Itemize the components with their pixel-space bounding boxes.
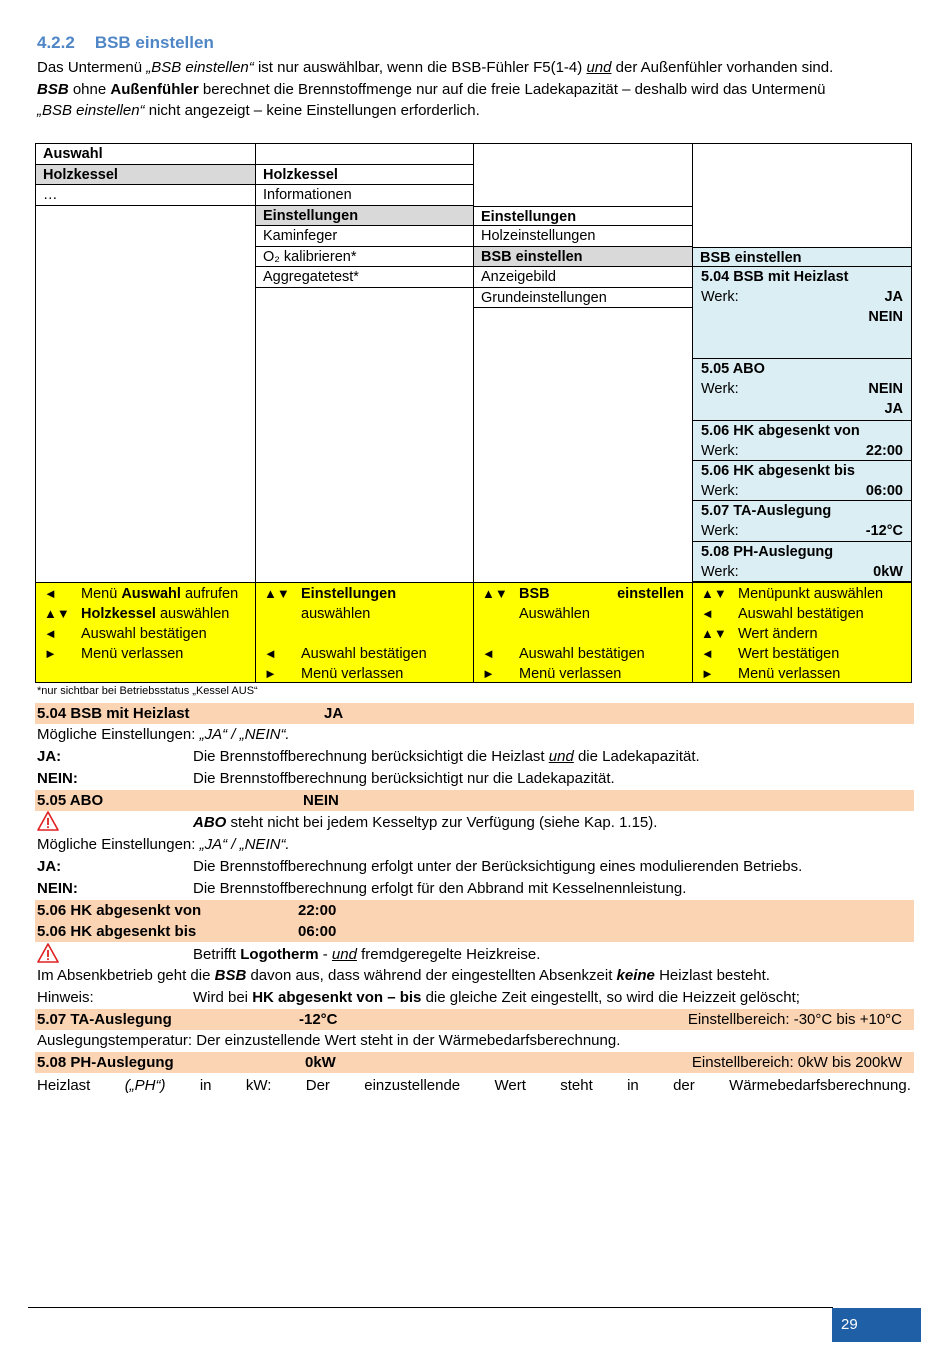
menu-spacer: [256, 144, 473, 165]
menu-column-1: [36, 144, 255, 584]
menu-column-3: [473, 144, 692, 584]
menu-item-holzeinstellungen: Holzeinstellungen: [474, 226, 692, 247]
warning-text-505: ABO steht nicht bei jedem Kesseltyp zur Verfügung (siehe Kap. 1.15).: [193, 814, 658, 831]
page-number: 29: [832, 1308, 921, 1342]
nav-help-col-2: ▲▼ Einstellungen auswählen ◄ Auswahl bestätigen ► Menü verlassen: [255, 583, 473, 683]
nav-help-col-1: ◄ Menü Auswahl aufrufen ▲▼ Holzkessel auswählen ◄ Auswahl bestätigen ► Menü verlassen: [44, 586, 239, 662]
param-header-504: 5.04 BSB mit Heizlast JA: [35, 703, 914, 724]
param-panel-507: 5.07 TA-Auslegung Werk: -12°C: [693, 501, 911, 542]
menu-column-2: [255, 144, 473, 584]
desc-nein-504: Die Brennstoffberechnung berücksichtigt nur die Ladekapazität.: [193, 770, 615, 787]
menu-column-4: [692, 144, 911, 584]
param-header-505: 5.05 ABO NEIN: [35, 790, 914, 811]
menu-item-bsb-einstellen: BSB einstellen: [693, 247, 911, 268]
options-504: Mögliche Einstellungen: „JA“ / „NEIN“.: [37, 726, 290, 743]
menu-item-grundeinstellungen: Grundeinstellungen: [474, 288, 692, 309]
intro-text: Das Untermenü „BSB einstellen“ ist nur auswählbar, wenn die BSB-Fühler F5(1-4) und der Außenfühler vorhanden sind. BSB ohne Außenfühler berechnet die Brennstoffmenge nur auf die freie Ladekapazität – deshalb wird das Untermenü „BSB einstellen“ nicht angezeigt – keine Einstellungen erforderlich.: [37, 59, 834, 119]
absenk-text-506: Im Absenkbetrieb geht die BSB davon aus, dass während der eingestellten Absenkzeit keine Heizlast besteht.: [37, 967, 770, 984]
param-panel-504: 5.04 BSB mit Heizlast Werk: JA NEIN: [693, 267, 911, 359]
label-nein-504: NEIN:: [37, 770, 78, 787]
menu-item-holzkessel-selected: Holzkessel: [36, 165, 255, 186]
param-header-507: 5.07 TA-Auslegung -12°C Einstellbereich: -30°C bis +10°C: [35, 1009, 914, 1030]
menu-item-anzeigebild: Anzeigebild: [474, 267, 692, 288]
desc-507: Auslegungstemperatur: Der einzustellende Wert steht in der Wärmebedarfsberechnung.: [37, 1032, 621, 1049]
param-header-506-von: 5.06 HK abgesenkt von 22:00: [35, 900, 914, 921]
section-number: 4.2.2: [37, 33, 75, 52]
warning-icon: [37, 943, 59, 963]
range-508: Einstellbereich: 0kW bis 200kW: [691, 1054, 902, 1071]
menu-item-holzkessel: Holzkessel: [256, 165, 473, 186]
param-panel-505: 5.05 ABO Werk: NEIN JA: [693, 359, 911, 421]
menu-item-einstellungen: Einstellungen: [474, 206, 692, 227]
menu-item-bsb-einstellen-selected: BSB einstellen: [474, 247, 692, 268]
menu-item-more: …: [36, 185, 255, 206]
hint-label-506: Hinweis:: [37, 989, 94, 1006]
menu-item-o2-kalibrieren: O₂ kalibrieren*: [256, 247, 473, 268]
navigation-help-row: [36, 582, 911, 682]
desc-nein-505: Die Brennstoffberechnung erfolgt für den Abbrand mit Kesselnennleistung.: [193, 880, 687, 897]
nav-help-col-4: ▲▼ Menüpunkt auswählen ◄ Auswahl bestätigen ▲▼ Wert ändern ◄ Wert bestätigen ► Menü verlassen: [692, 583, 911, 683]
warning-icon: [37, 811, 59, 831]
desc-ja-504: Die Brennstoffberechnung berücksichtigt die Heizlast und die Ladekapazität.: [193, 748, 700, 765]
range-507: Einstellbereich: -30°C bis +10°C: [687, 1011, 902, 1028]
footer-divider: [28, 1307, 833, 1308]
param-panel-508: 5.08 PH-Auslegung Werk: 0kW: [693, 542, 911, 582]
section-title: BSB einstellen: [94, 33, 214, 52]
menu-item-einstellungen-selected: Einstellungen: [256, 206, 473, 227]
param-panel-506-von: 5.06 HK abgesenkt von Werk: 22:00: [693, 421, 911, 461]
menu-item-informationen: Informationen: [256, 185, 473, 206]
desc-508: Heizlast („PH“) in kW: Der einzustellende Wert steht in der Wärmebedarfsberechnung.: [37, 1077, 911, 1094]
menu-structure-table: [35, 143, 912, 683]
param-header-506-bis: 5.06 HK abgesenkt bis 06:00: [35, 921, 914, 942]
warning-text-506: Betrifft Logotherm - und fremdgeregelte Heizkreise.: [193, 946, 541, 963]
footnote: *nur sichtbar bei Betriebsstatus „Kessel AUS“: [37, 685, 258, 697]
menu-item-kaminfeger: Kaminfeger: [256, 226, 473, 247]
section-heading: [37, 33, 214, 53]
desc-ja-505: Die Brennstoffberechnung erfolgt unter der Berücksichtigung eines modulierenden Betriebs.: [193, 858, 803, 875]
param-header-508: 5.08 PH-Auslegung 0kW Einstellbereich: 0kW bis 200kW: [35, 1052, 914, 1073]
param-panel-506-bis: 5.06 HK abgesenkt bis Werk: 06:00: [693, 461, 911, 501]
nav-help-col-3: ▲▼ BSB einstellen Auswählen ◄ Auswahl bestätigen ► Menü verlassen: [473, 583, 692, 683]
menu-item-aggregatetest: Aggregatetest*: [256, 267, 473, 288]
menu-item-auswahl: Auswahl: [36, 144, 255, 165]
hint-text-506: Wird bei HK abgesenkt von – bis die gleiche Zeit eingestellt, so wird die Heizzeit gelöscht;: [193, 989, 800, 1006]
options-505: Mögliche Einstellungen: „JA“ / „NEIN“.: [37, 836, 290, 853]
label-ja-504: JA:: [37, 748, 62, 765]
label-ja-505: JA:: [37, 858, 62, 875]
label-nein-505: NEIN:: [37, 880, 78, 897]
